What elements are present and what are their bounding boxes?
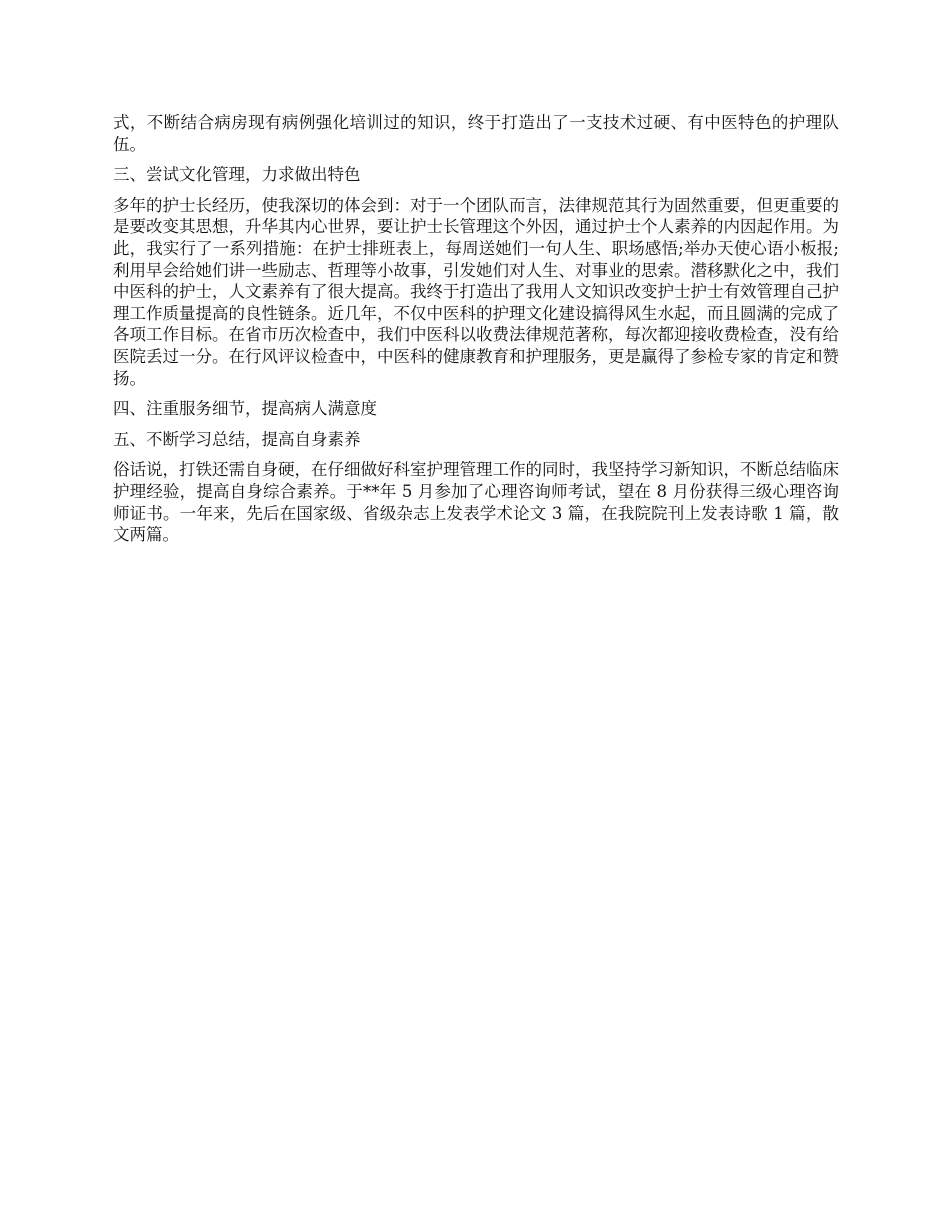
body-paragraph: 俗话说，打铁还需自身硬，在仔细做好科室护理管理工作的同时，我坚持学习新知识，不断总结临床护理经验，提高自身综合素养。于**年 5 月参加了心理咨询师考试，望在 8 月份获得三级心理咨询师证书。一年来，先后在国家级、省级杂志上发表学术论文 3 篇，在我院院刊上发表诗歌 1 篇，散文两篇。: [113, 460, 839, 545]
body-paragraph: 式，不断结合病房现有病例强化培训过的知识，终于打造出了一支技术过硬、有中医特色的护理队伍。: [113, 113, 839, 154]
section-heading: 五、不断学习总结，提高自身素养: [113, 429, 361, 449]
section-heading: 四、注重服务细节，提高病人满意度: [113, 399, 377, 419]
document-page: [113, 112, 839, 555]
section-heading: 三、尝试文化管理，力求做出特色: [113, 165, 361, 185]
body-paragraph: 多年的护士长经历，使我深切的体会到：对于一个团队而言，法律规范其行为固然重要，但更重要的是要改变其思想，升华其内心世界，要让护士长管理这个外因，通过护士个人素养的内因起作用。为此，我实行了一系列措施：在护士排班表上，每周送她们一句人生、职场感悟;举办天使心语小板报;利用早会给她们讲一些励志、哲理等小故事，引发她们对人生、对事业的思索。潜移默化之中，我们中医科的护士，人文素养有了很大提高。我终于打造出了我用人文知识改变护士护士有效管理自己护理工作质量提高的良性链条。近几年，不仅中医科的护理文化建设搞得风生水起，而且圆满的完成了各项工作目标。在省市历次检查中，我们中医科以收费法律规范著称，每次都迎接收费检查，没有给医院丢过一分。在行风评议检查中，中医科的健康教育和护理服务，更是赢得了参检专家的肯定和赞扬。: [113, 195, 839, 388]
